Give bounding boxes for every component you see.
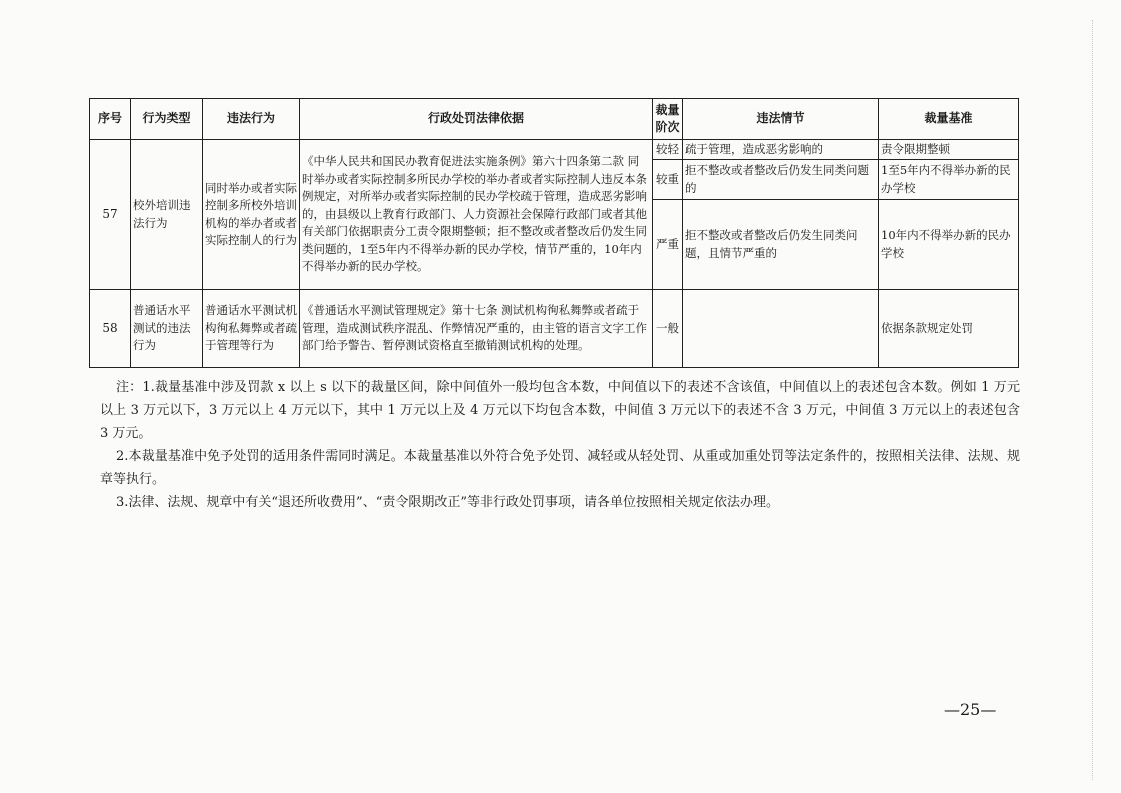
row-circumstance <box>683 290 879 368</box>
row-circumstance: 拒不整改或者整改后仍发生同类问题，且情节严重的 <box>683 200 879 290</box>
header-seq: 序号 <box>90 99 131 140</box>
header-circumstance: 违法情节 <box>683 99 879 140</box>
row-level: 较重 <box>653 160 683 200</box>
table-row <box>90 140 1019 160</box>
header-level: 裁量阶次 <box>653 99 683 140</box>
row-basis: 《普通话水平测试管理规定》第十七条 测试机构徇私舞弊或者疏于管理，造成测试秩序混乱、作弊情况严重的，由主管的语言文字工作部门给予警告、暂停测试资格直至撤销测试机构的处理。 <box>300 290 653 368</box>
header-type: 行为类型 <box>131 99 203 140</box>
row-standard: 责令限期整顿 <box>879 140 1019 160</box>
header-basis: 行政处罚法律依据 <box>300 99 653 140</box>
page-edge-line <box>1092 20 1093 780</box>
table-row <box>90 290 1019 368</box>
note-item: 注：1.裁量基准中涉及罚款 x 以上 s 以下的裁量区间，除中间值外一般均包含本数，中间值以下的表述不含该值，中间值以上的表述包含本数。例如 1 万元以上 3 万元以下，3 万元以上 4 万元以下，其中 1 万元以上及 4 万元以下均包含本数，中间值 3 万元以下的表述不含 3 万元，中间值 3 万元以上的表述包含 3 万元。 <box>100 380 1020 441</box>
row-level: 较轻 <box>653 140 683 160</box>
row-level: 一般 <box>653 290 683 368</box>
page-number: —25— <box>944 700 997 719</box>
row-type: 校外培训违法行为 <box>131 140 203 290</box>
row-standard: 1至5年内不得举办新的民办学校 <box>879 160 1019 200</box>
row-act: 普通话水平测试机构徇私舞弊或者疏于管理等行为 <box>203 290 300 368</box>
row-type: 普通话水平测试的违法行为 <box>131 290 203 368</box>
row-circumstance: 疏于管理，造成恶劣影响的 <box>683 140 879 160</box>
header-standard: 裁量基准 <box>879 99 1019 140</box>
row-standard: 依据条款规定处罚 <box>879 290 1019 368</box>
row-seq: 57 <box>90 140 131 290</box>
notes-section <box>100 376 1020 514</box>
note-item: 3.法律、法规、规章中有关“退还所收费用”、“责令限期改正”等非行政处罚事项，请各单位按照相关规定依法办理。 <box>116 495 779 510</box>
note-item: 2.本裁量基准中免予处罚的适用条件需同时满足。本裁量基准以外符合免予处罚、减轻或从轻处罚、从重或加重处罚等法定条件的，按照相关法律、法规、规章等执行。 <box>100 449 1020 487</box>
row-standard: 10年内不得举办新的民办学校 <box>879 200 1019 290</box>
header-act: 违法行为 <box>203 99 300 140</box>
table-header-row <box>90 99 1019 140</box>
penalty-discretion-table <box>89 98 1019 368</box>
row-seq: 58 <box>90 290 131 368</box>
row-basis: 《中华人民共和国民办教育促进法实施条例》第六十四条第二款 同时举办或者实际控制多所民办学校的举办者或者实际控制人违反本条例规定，对所举办或者实际控制的民办学校疏于管理，造成恶劣影响的，由县级以上教育行政部门、人力资源社会保障行政部门或者其他有关部门依据职责分工责令限期整顿；拒不整改或者整改后仍发生同类问题的，1至5年内不得举办新的民办学校，情节严重的，10年内不得举办新的民办学校。 <box>300 140 653 290</box>
row-circumstance: 拒不整改或者整改后仍发生同类问题的 <box>683 160 879 200</box>
row-level: 严重 <box>653 200 683 290</box>
row-act: 同时举办或者实际控制多所校外培训机构的举办者或者实际控制人的行为 <box>203 140 300 290</box>
